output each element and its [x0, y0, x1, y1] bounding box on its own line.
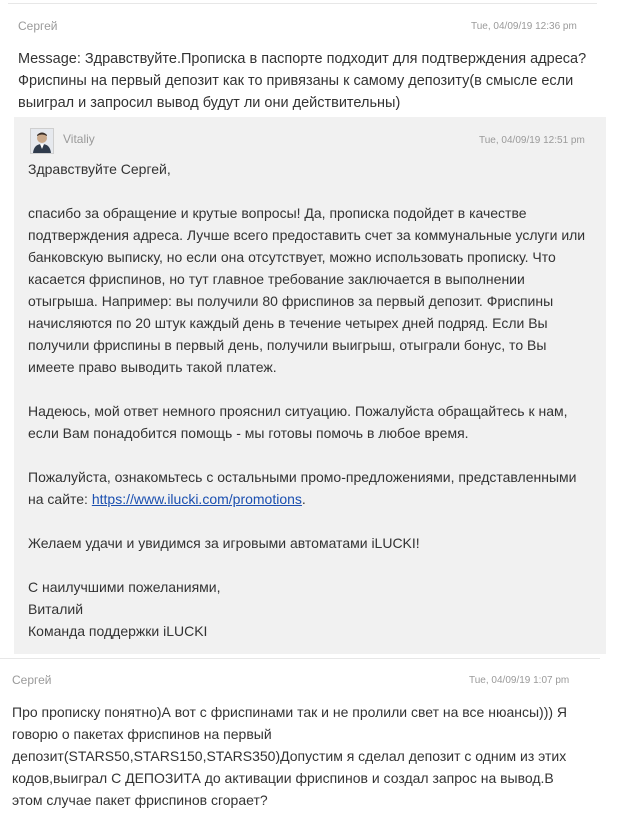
message-author: Сергей — [12, 673, 52, 687]
message-customer-1 — [8, 3, 597, 123]
paragraph-promotions — [28, 466, 593, 510]
paragraph-text: Пожалуйста, ознакомьтесь с остальными промо-предложениями, представленными на сайте: — [28, 469, 577, 507]
paragraph: Желаем удачи и увидимся за игровыми автоматами iLUCKI! — [28, 535, 420, 551]
message-author: Vitaliy — [63, 132, 95, 146]
paragraph-text: . — [301, 491, 306, 507]
paragraph: спасибо за обращение и крутые вопросы! Да, прописка подойдет в качестве подтверждения адреса. Лучше всего предоставить счет за коммунальные услуги или банковскую выписку, но если она отсутствует, можно использовать прописку. Что касается фриспинов, но тут главное требование заключается в выполнении отыгрыша. Например: вы получили 80 фриспинов за первый депозит. Фриспины начисляются по 20 штук каждый день в течение четырех дней подряд. Если Вы получили фриспины в первый день, получили выигрыш, отыграли бонус, то Вы имеете право выводить такой платеж. — [28, 205, 586, 375]
greeting: Здравствуйте Сергей, — [28, 161, 171, 177]
message-author: Сергей — [18, 19, 58, 33]
message-customer-2 — [0, 658, 600, 828]
paragraph: Надеюсь, мой ответ немного прояснил ситуацию. Пожалуйста обращайтесь к нам, если Вам понадобится помощь - мы готовы помочь в любое время. — [28, 403, 568, 441]
promotions-link[interactable]: https://www.ilucki.com/promotions — [91, 491, 302, 507]
signature-line: Виталий — [28, 601, 84, 617]
message-text: Про прописку понятно)А вот с фриспинами так и не пролили свет на все нюансы))) Я говорю о пакетах фриспинов на первый депозит(STARS50,STARS150,STARS350)Допустим я сделал депозит с одним из этих кодов,выиграл С ДЕПОЗИТА до активации фриспинов и создал запрос на вывод.В этом случае пакет фриспинов сгорает? — [12, 704, 568, 808]
message-date: Tue, 04/09/19 12:36 pm — [471, 21, 577, 32]
message-date: Tue, 04/09/19 1:07 pm — [469, 675, 570, 686]
signature-line: Команда поддержки iLUCKI — [28, 623, 208, 639]
message-agent-reply — [14, 117, 606, 654]
avatar-icon — [30, 128, 54, 154]
message-text — [28, 158, 593, 642]
message-date: Tue, 04/09/19 12:51 pm — [479, 135, 585, 146]
message-text: Message: Здравствуйте.Прописка в паспорте подходит для подтверждения адреса? Фриспины на первый депозит как то привязаны к самому депозиту(в смысле если выиграл и запросил вывод будут ли они действительны) — [18, 51, 587, 111]
signature-line: С наилучшими пожеланиями, — [28, 579, 221, 595]
